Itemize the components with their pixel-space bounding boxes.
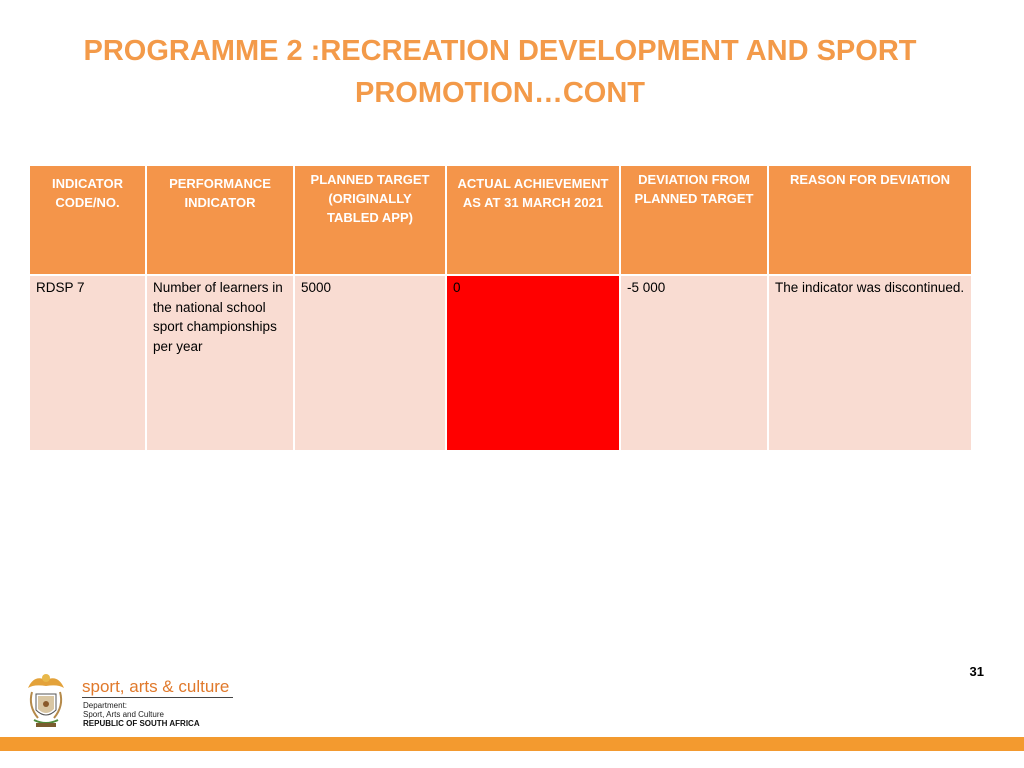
dept-line-1: Department:: [83, 701, 128, 710]
brand-name: sport, arts & culture: [82, 677, 230, 696]
page-number: 31: [969, 664, 984, 679]
cell-code: RDSP 7: [29, 275, 146, 451]
dept-line-2: Sport, Arts and Culture: [83, 710, 164, 719]
cell-deviation: -5 000: [620, 275, 768, 451]
header-deviation: DEVIATION FROM PLANNED TARGET: [620, 165, 768, 275]
header-reason: REASON FOR DEVIATION: [768, 165, 972, 275]
cell-actual: 0: [446, 275, 620, 451]
department-name: [83, 701, 200, 728]
cell-indicator: Number of learners in the national school sport championships per year: [146, 275, 294, 451]
title-line-1: PROGRAMME 2 :RECREATION DEVELOPMENT AND SPORT: [83, 35, 917, 67]
indicator-table: [28, 164, 973, 452]
table-row: [29, 275, 972, 451]
brand-divider: [82, 697, 233, 698]
table-header-row: [29, 165, 972, 275]
header-actual-achievement: ACTUAL ACHIEVEMENT AS AT 31 MARCH 2021: [446, 165, 620, 275]
page-title: [60, 30, 940, 114]
footer-accent-bar: [0, 737, 1024, 751]
header-planned-target: PLANNED TARGET (ORIGINALLY TABLED APP): [294, 165, 446, 275]
title-line-2: PROMOTION…CONT: [355, 77, 645, 109]
header-indicator-code: INDICATOR CODE/NO.: [29, 165, 146, 275]
header-performance-indicator: PERFORMANCE INDICATOR: [146, 165, 294, 275]
dept-line-3: REPUBLIC OF SOUTH AFRICA: [83, 719, 200, 728]
cell-reason: The indicator was discontinued.: [768, 275, 972, 451]
cell-planned: 5000: [294, 275, 446, 451]
